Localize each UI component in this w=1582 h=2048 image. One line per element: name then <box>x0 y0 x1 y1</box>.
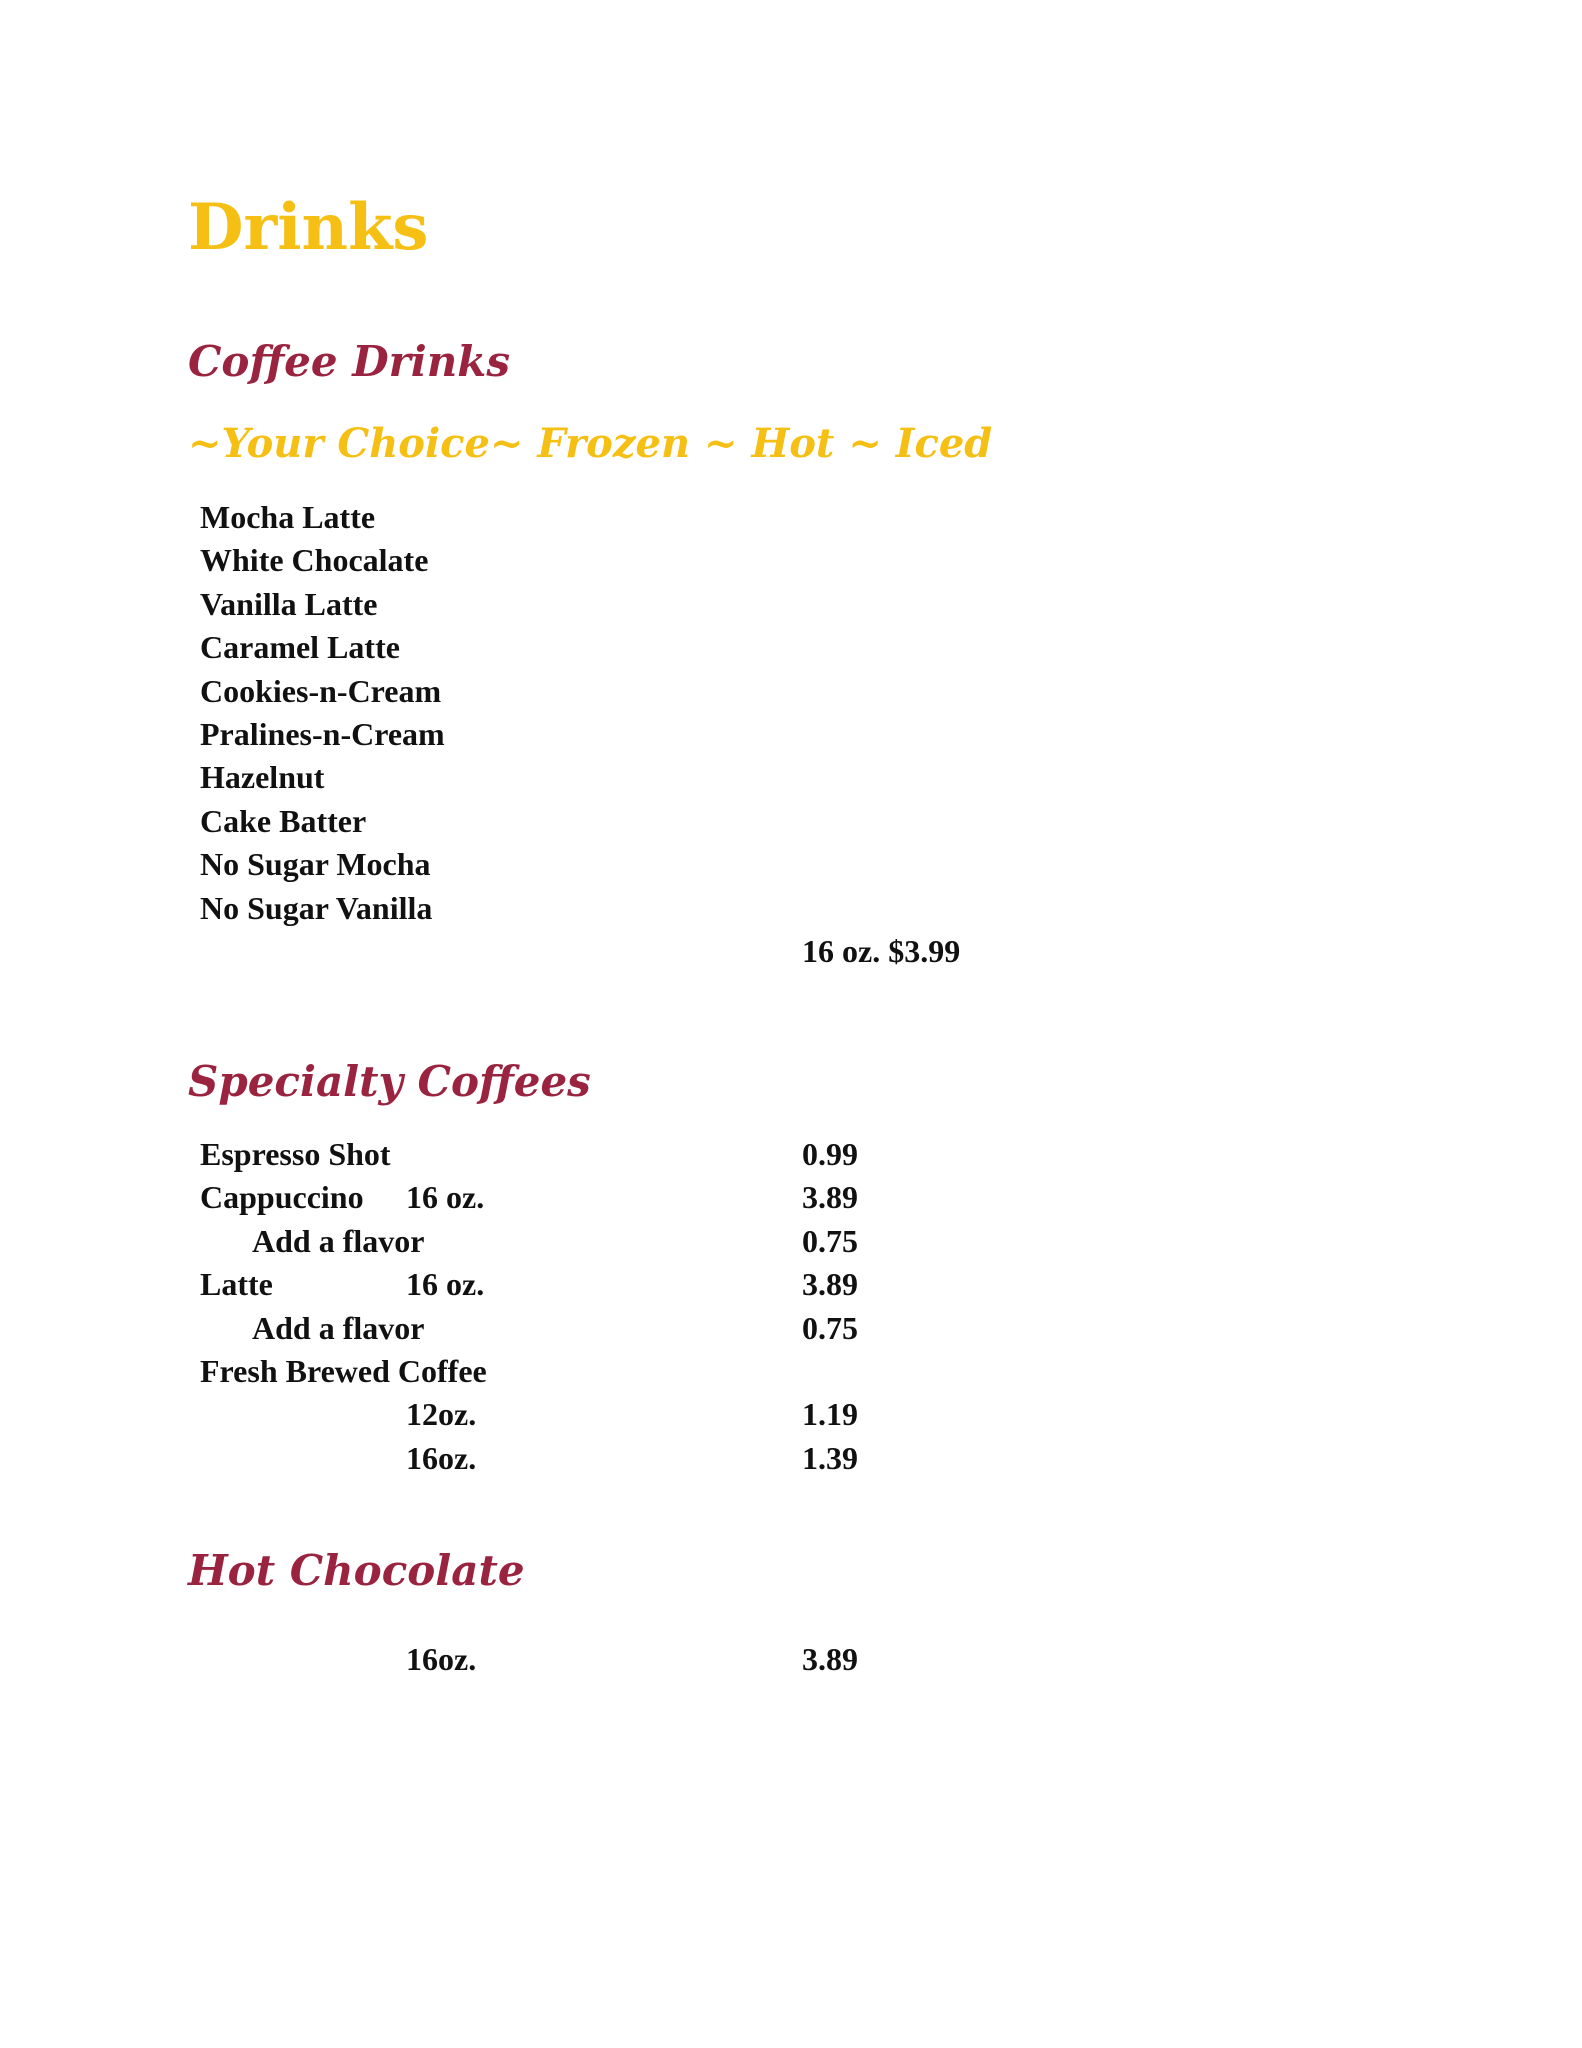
item-name: Latte <box>200 1266 273 1303</box>
item-price: 0.75 <box>802 1309 858 1346</box>
list-item: Caramel Latte <box>200 629 400 666</box>
table-row <box>200 1350 1100 1393</box>
item-name: Add a flavor <box>252 1309 425 1346</box>
list-item: Cake Batter <box>200 802 367 839</box>
item-price: 3.89 <box>802 1179 858 1216</box>
table-row <box>200 1133 1100 1176</box>
table-row <box>200 1220 1100 1263</box>
list-item: Cookies-n-Cream <box>200 672 442 709</box>
list-item: Vanilla Latte <box>200 585 378 622</box>
page-title: Drinks <box>188 190 429 265</box>
item-name: Add a flavor <box>252 1222 425 1259</box>
item-size: 16 oz. <box>406 1266 485 1303</box>
list-item: Pralines-n-Cream <box>200 715 445 752</box>
table-row <box>200 1263 1100 1306</box>
item-name: Fresh Brewed Coffee <box>200 1352 487 1389</box>
list-item: Mocha Latte <box>200 499 376 535</box>
item-price: 3.89 <box>802 1641 858 1677</box>
list-item: No Sugar Vanilla <box>200 889 433 926</box>
coffee-drinks-list <box>200 496 445 930</box>
specialty-coffees-heading: Specialty Coffees <box>188 1057 591 1106</box>
item-price: 1.39 <box>802 1439 858 1476</box>
list-item: No Sugar Mocha <box>200 846 431 883</box>
item-price: 1.19 <box>802 1396 858 1433</box>
table-row <box>200 1437 1100 1480</box>
item-size: 16 oz. <box>406 1179 485 1216</box>
table-row <box>200 1176 1100 1219</box>
item-size: 16oz. <box>406 1641 477 1677</box>
item-price: 0.75 <box>802 1222 858 1259</box>
item-name: Espresso Shot <box>200 1136 391 1172</box>
table-row <box>200 1393 1100 1436</box>
item-price: 3.89 <box>802 1266 858 1303</box>
coffee-drinks-price: 16 oz. $3.99 <box>802 933 961 969</box>
list-item: Hazelnut <box>200 759 325 796</box>
coffee-drinks-subheading: ~Your Choice~ Frozen ~ Hot ~ Iced <box>188 420 993 467</box>
hot-chocolate-table <box>200 1638 1100 1681</box>
table-row <box>200 1307 1100 1350</box>
hot-chocolate-heading: Hot Chocolate <box>188 1546 525 1595</box>
item-price: 0.99 <box>802 1136 858 1172</box>
item-size: 12oz. <box>406 1396 477 1433</box>
table-row <box>200 1638 1100 1681</box>
specialty-coffees-table <box>200 1133 1100 1480</box>
list-item: White Chocalate <box>200 542 429 579</box>
coffee-drinks-heading: Coffee Drinks <box>188 337 511 386</box>
item-size: 16oz. <box>406 1439 477 1476</box>
item-name: Cappuccino <box>200 1179 364 1216</box>
